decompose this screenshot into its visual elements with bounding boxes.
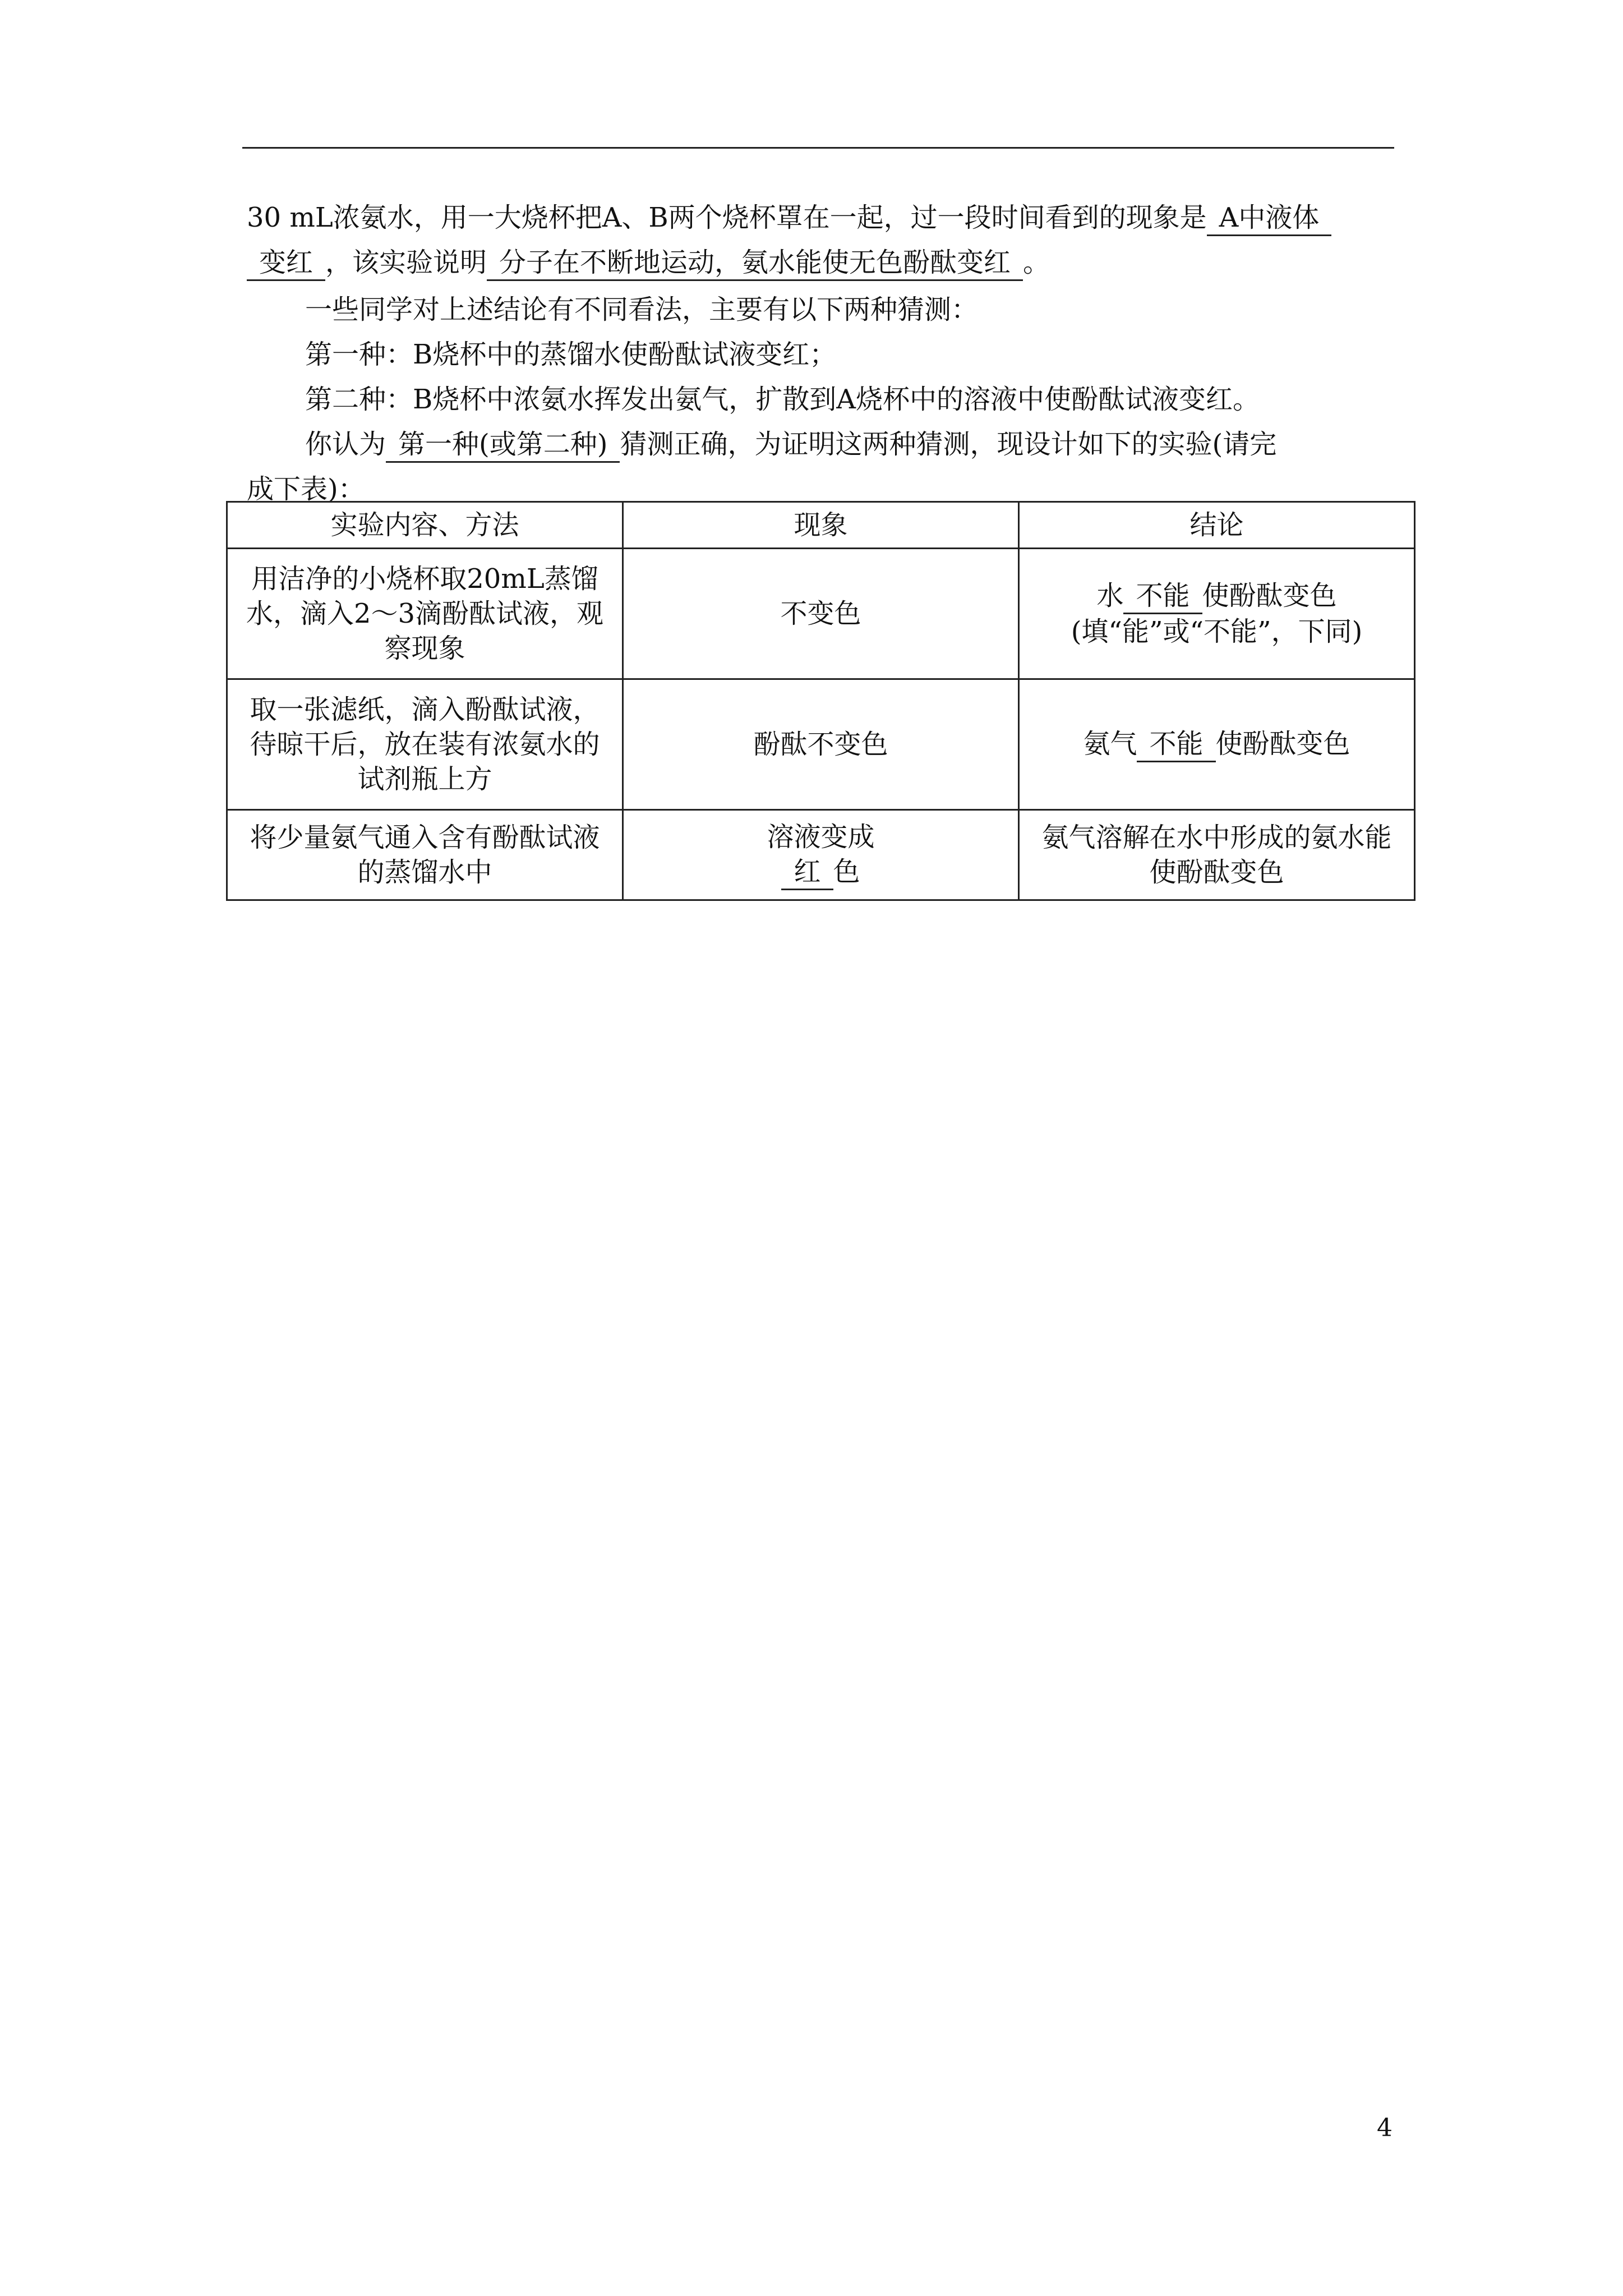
answer-blank-guess: 第一种(或第二种) <box>386 427 620 463</box>
text-segment: 你认为 <box>305 429 386 460</box>
table-row <box>227 549 1415 679</box>
text-segment: 使酚酞变色 <box>1215 728 1350 760</box>
text-segment: 猜测正确，为证明这两种猜测，现设计如下的实验(请完 <box>620 429 1277 460</box>
answer-blank: 不能 <box>1123 579 1202 614</box>
paragraph-guess-1: 第一种：B烧杯中的蒸馏水使酚酞试液变红； <box>305 339 837 370</box>
text-segment: 溶液变成 <box>767 821 875 853</box>
cell-method: 取一张滤纸，滴入酚酞试液，待晾干后，放在装有浓氨水的试剂瓶上方 <box>227 679 623 810</box>
cell-phenomenon: 不变色 <box>623 549 1019 679</box>
text-segment: 水 <box>1096 580 1124 611</box>
text-segment: 成下表)： <box>247 473 365 505</box>
table-row <box>227 810 1415 900</box>
answer-blank-explanation: 分子在不断地运动，氨水能使无色酚酞变红 <box>487 246 1023 281</box>
text-segment: 使酚酞变色(填“能”或“不能”，下同) <box>1071 580 1363 647</box>
answer-blank: 红 <box>781 855 833 890</box>
cell-phenomenon: 酚酞不变色 <box>623 679 1019 810</box>
table-row <box>227 679 1415 810</box>
text-segment: 。 <box>1023 247 1050 278</box>
answer-blank-observation-1: A中液体 <box>1207 201 1332 236</box>
table-header-row <box>227 502 1415 549</box>
column-header-method: 实验内容、方法 <box>227 502 623 549</box>
cell-phenomenon <box>623 810 1019 900</box>
paragraph-observation <box>247 195 1396 285</box>
text-segment: ，该实验说明 <box>325 247 487 278</box>
text-segment: 氨气 <box>1083 728 1137 760</box>
text-segment: 30 mL浓氨水，用一大烧杯把A、B两个烧杯罩在一起，过一段时间看到的现象是 <box>247 202 1207 233</box>
page-number: 4 <box>1377 2114 1393 2142</box>
text-segment: 色 <box>833 856 860 887</box>
cell-method: 将少量氨气通入含有酚酞试液的蒸馏水中 <box>227 810 623 900</box>
cell-method: 用洁净的小烧杯取20mL蒸馏水，滴入2～3滴酚酞试液，观察现象 <box>227 549 623 679</box>
column-header-phenomenon: 现象 <box>623 502 1019 549</box>
paragraph-guess-2: 第二种：B烧杯中浓氨水挥发出氨气，扩散到A烧杯中的溶液中使酚酞试液变红。 <box>305 384 1260 415</box>
column-header-conclusion: 结论 <box>1019 502 1415 549</box>
paragraph-your-guess <box>247 422 1396 512</box>
cell-conclusion <box>1019 549 1415 679</box>
cell-conclusion: 氨气溶解在水中形成的氨水能使酚酞变色 <box>1019 810 1415 900</box>
paragraph-guesses-intro: 一些同学对上述结论有不同看法，主要有以下两种猜测： <box>305 294 979 325</box>
cell-conclusion <box>1019 679 1415 810</box>
answer-blank: 不能 <box>1137 727 1215 762</box>
header-rule <box>242 147 1394 149</box>
answer-blank-observation-2: 变红 <box>247 246 325 281</box>
experiment-table <box>226 501 1415 901</box>
